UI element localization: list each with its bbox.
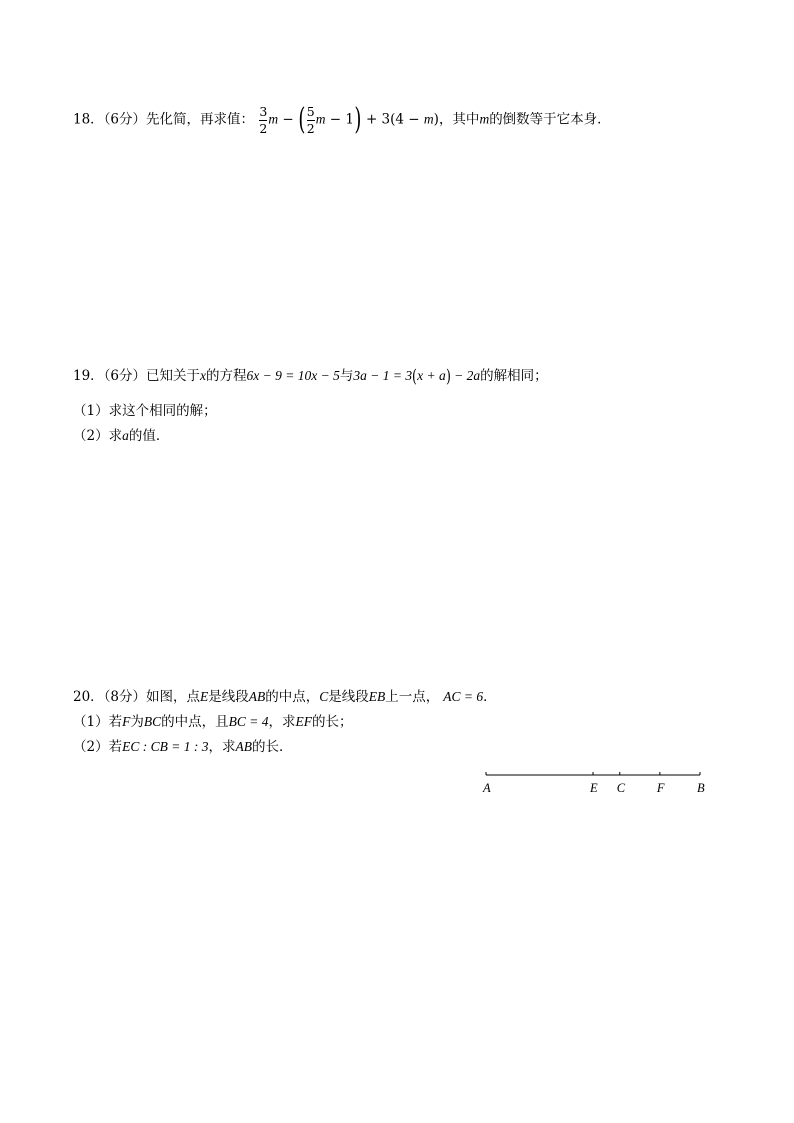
question-20: 20．（8分）如图，点E是线段AB的中点，C是线段EB上一点， AC = 6．: [73, 689, 497, 705]
right-paren: ): [354, 102, 362, 137]
point-label-B: B: [697, 781, 705, 795]
point-label-A: A: [483, 781, 491, 795]
q19-number: 19．: [73, 368, 104, 384]
q20-part-1: （1）若F为BC的中点，且BC = 4，求EF的长；: [73, 714, 353, 730]
q20-score: （8分）: [103, 689, 147, 705]
q18-number: 18．: [73, 111, 104, 128]
fraction-3-2: $\frac{3}{2}$: [259, 104, 268, 136]
q20-part-2: （2）若EC : CB = 1 : 3，求AB的长．: [73, 739, 293, 755]
q19-score: （6分）: [103, 368, 147, 384]
q20-number: 20．: [73, 689, 104, 705]
question-19: 19．（6分）已知关于x的方程6x − 9 = 10x − 5与3a − 1 = 3(x + a) − 2a的解相同；: [73, 366, 548, 387]
question-18: 18．（6分）先化简，再求值： $\frac{3}{2}$ m − ( $\frac{5}{2}$ m − 1) + 3(4 − m)，其中m的倒数等于它本身．: [73, 102, 611, 137]
point-label-F: F: [656, 781, 665, 795]
q19-part-2: （2）求a的值．: [73, 428, 170, 444]
q19-part-1: （1）求这个相同的解；: [73, 403, 217, 419]
q18-text: 先化简，再求值：: [146, 111, 255, 128]
fraction-5-2: $\frac{5}{2}$: [306, 104, 315, 136]
point-label-E: E: [590, 781, 598, 795]
equation-1: 6x − 9 = 10x − 5: [246, 368, 340, 383]
q18-score: （6分）: [103, 111, 147, 128]
line-segment-figure: [470, 765, 720, 801]
left-paren: (: [298, 102, 306, 137]
equation-2: 3a − 1 = 3: [353, 368, 413, 383]
point-label-C: C: [616, 781, 626, 795]
